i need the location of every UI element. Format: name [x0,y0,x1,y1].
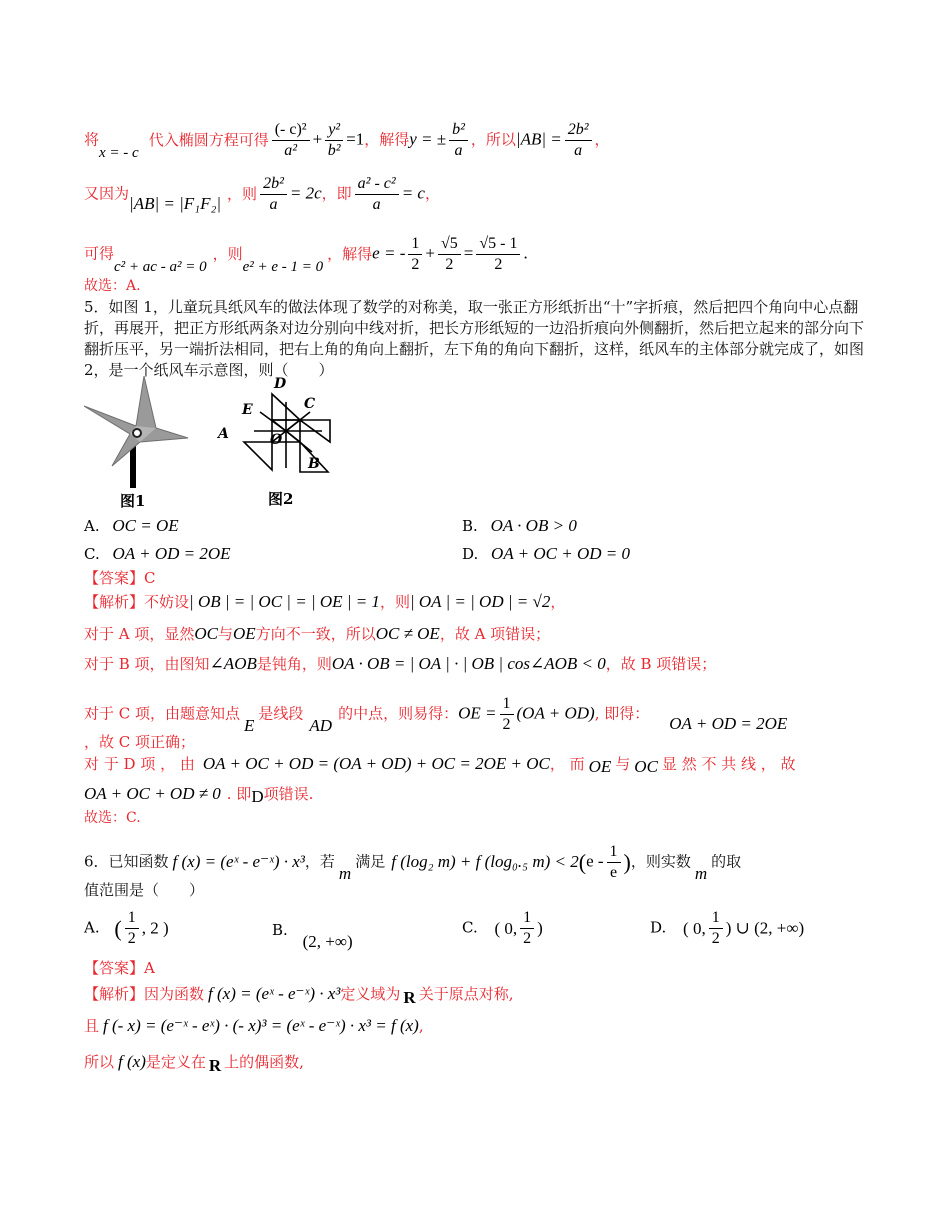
analysis-tag: 【解析】 [84,985,145,1003]
label-a: A [218,426,229,442]
answer-value: A [144,959,155,977]
pinwheel-photo [84,376,194,488]
fraction: $\frac{\text{(- c)²}}{\text{a²}}$ [272,120,310,161]
question-5-stem: 5．如图 1，儿童玩具纸风车的做法体现了数学的对称美，取一张正方形纸折出“十”字折痕，然后把四个角向中心点翻折，再展开，把正方形纸两条对边分别向中线对折，把长方形纸短的一边沿折痕向外侧翻折，然后把立起来的部分向下翻折压平，另一端折法相同，把右上角的角向上翻折，左下角的角向下翻折，这样，纸风车的主体部分就完成了，如图 2，是一个纸风车示意图，则（ ） [84,298,865,379]
label-c: C [304,396,316,412]
fraction: $\frac{1}{2}$ [408,234,422,275]
text: 又因为 [84,184,130,203]
text: 代入椭圆方程可得 [148,130,269,149]
label-e: E [242,402,253,418]
solution-line-1 [84,120,610,161]
math-expr: y = ± [409,129,447,149]
fraction: $\frac{\text{b²}}{a}$ [449,120,468,161]
fraction: $\frac{\text{a² - c²}}{a}$ [355,174,399,215]
math-expr: R [403,988,416,1007]
math-expr: m [694,863,708,883]
math-expr: R [208,1056,222,1075]
math-expr: OC [194,624,218,643]
q6-option-d[interactable]: D. ( 0, $\frac{1}{2}$ ) ∪ (2, +∞) [650,909,805,947]
q5-analysis-line-7: OA + OC + OD ≠ 0 . 即D项错误. [84,784,314,806]
text: 可得 [84,244,115,263]
q6-analysis-line-1: 【解析】因为函数 f (x) = (eˣ - e⁻ˣ) · x³定义域为 R 关于原点对称, [84,984,514,1007]
text: ，则 [212,244,243,263]
fraction: $\frac{1}{2}$ [520,908,534,949]
math-expr: | OA | = | OD | = √2 [409,592,551,611]
q5-analysis-line-4: 对于 C 项，由题意知点E是线段AD的中点，则易得：OE = $\frac{1}{2}$ (OA + OD), 即得： OA + OD = 2OE [84,695,788,735]
answer-value: C [144,569,156,587]
option-expr: OA · OB > 0 [490,516,577,535]
math-expr: = c [401,183,425,203]
text: ，则 [227,184,258,203]
figure-2-caption: 图2 [268,490,294,508]
q5-option-a[interactable] [84,516,179,536]
math-expr: f (x) [118,1052,146,1071]
option-expr: (2, +∞) [302,932,353,951]
math-expr: OA + OC + OD = (OA + OD) + OC = 2OE + OC [202,754,550,773]
math-expr: D [251,787,264,806]
math-op: + [425,243,435,263]
q5-option-d[interactable] [462,544,630,564]
math-expr: OA · OB = | OA | · | OB | cos∠AOB < 0 [331,654,606,673]
text: ，解得 [364,130,410,149]
fraction: $\frac{√5 - 1}{2}$ [476,234,520,275]
q5-analysis-line-6: 对 于 D 项 ， 由 OA + OC + OD = (OA + OD) + OC = 2OE + OC， 而 OE 与 OC 显 然 不 共 线 ， 故 [84,754,796,776]
figure-2 [218,376,360,508]
math-expr: =1 [346,129,365,149]
math-expr: OE = [458,703,497,723]
math-expr: e - [586,851,604,871]
question-6-line-1: 6．已知函数 f (x) = (eˣ - e⁻ˣ) · x³，若m满足 f (log₂ m) + f (log₀.₅ m) < 2(e - $\frac{1}{e}$ )，则实数m的取 [84,843,742,883]
math-expr: AD [309,715,333,735]
pinwheel-diagram [230,382,360,490]
math-expr: x = - c [99,144,139,161]
math-expr: = 2c [289,183,322,203]
answer-tag: 【答案】 [84,569,145,587]
question-6-line-2: 值范围是（ ） [84,881,205,899]
fraction: $\frac{\text{2b²}}{a}$ [565,120,592,161]
fraction: $\frac{\text{y²}}{\text{b²}}$ [325,120,343,161]
figure-1 [84,376,194,510]
q6-answer [84,958,155,978]
math-expr: OC ≠ OE [375,624,440,643]
q6-option-a[interactable]: A. ( $\frac{1}{2}$ , 2 ) [84,909,169,947]
text: ，解得 [327,244,373,263]
math-op: = [463,243,474,263]
q6-analysis-line-2: 且 f (- x) = (e⁻ˣ - eˣ) · (- x)³ = (eˣ - e⁻ˣ) · x³ = f (x), [84,1016,424,1035]
fraction: $\frac{\text{2b²}}{a}$ [260,174,287,215]
text: 将 [84,130,100,149]
math-expr: OA + OC + OD ≠ 0 [84,784,221,803]
math-expr: m [338,863,352,883]
option-label: C. [462,918,478,937]
math-expr: | OB | = | OC | = | OE | = 1 [189,592,380,611]
math-op: + [312,129,323,149]
math-expr: e² + e - 1 = 0 [242,258,324,275]
math-expr: OC [634,757,658,776]
fraction: $\frac{1}{2}$ [500,694,514,735]
math-expr: |AB| = [515,129,562,149]
q6-option-c[interactable]: C. ( 0, $\frac{1}{2}$ ) [462,909,543,947]
q5-answer [84,568,156,588]
fraction: $\frac{√5}{2}$ [438,234,461,275]
text: ，所以 [470,130,516,149]
final-answer: 故选：A. [84,278,141,294]
math-expr: OE [588,757,612,776]
text: ，即 [321,184,352,203]
math-expr: e = - [372,243,406,263]
option-label: A. [84,918,100,937]
math-expr: OA + OD = 2OE [669,713,788,733]
math-expr: E [244,715,255,735]
q5-option-b[interactable] [462,516,577,536]
fraction: $\frac{1}{2}$ [125,908,139,949]
label-b: B [308,456,320,472]
q5-final-answer: 故选：C. [84,810,141,826]
solution-line-3 [84,234,528,275]
q6-analysis-line-3: 所以 f (x)是定义在 R 上的偶函数, [84,1052,304,1075]
option-label: B. [272,921,288,939]
math-expr: f (x) = (eˣ - e⁻ˣ) · x³ [172,851,305,871]
math-expr: c² + ac - a² = 0 [114,258,207,275]
option-expr: OC = OE [112,516,179,535]
option-expr: OA + OC + OD = 0 [491,544,630,563]
q5-option-c[interactable] [84,544,231,564]
text: ， [424,184,440,203]
text: ， [594,130,610,149]
option-expr: OA + OD = 2OE [112,544,231,563]
option-label: D. [650,918,667,937]
math-expr: OE [233,624,256,643]
label-o: O [270,432,283,448]
option-label: D. [462,545,479,563]
q6-option-b[interactable] [272,920,353,951]
q5-analysis-line-3: 对于 B 项，由图知∠AOB是钝角，则OA · OB = | OA | · | OB | cos∠AOB < 0，故 B 项错误； [84,654,717,673]
q5-analysis-line-2: 对于 A 项，显然OC与OE方向不一致，所以OC ≠ OE，故 A 项错误； [84,624,551,643]
math-expr: f (x) = (eˣ - e⁻ˣ) · x³ [208,984,341,1003]
figure-1-caption: 图1 [120,492,146,510]
label-d: D [274,376,287,392]
q5-analysis-line-1: 【解析】不妨设| OB | = | OC | = | OE | = 1，则| OA | = | OD | = √2， [84,592,566,611]
math-expr: ∠AOB [209,654,257,673]
q5-analysis-line-5: ，故 C 项正确； [84,733,196,751]
fraction: $\frac{1}{2}$ [709,908,723,949]
math-expr: f (log₂ m) + f (log₀.₅ m) < 2 [391,851,579,871]
math-expr: f (- x) = (e⁻ˣ - eˣ) · (- x)³ = (eˣ - e⁻ˣ) · x³ = f (x) [103,1016,419,1035]
math-expr: (OA + OD) [516,703,595,723]
fraction: $\frac{1}{e}$ [607,842,621,883]
option-label: A. [84,517,100,535]
math-expr: |AB| = |F₁F₂| [129,193,222,213]
option-label: C. [84,545,100,563]
answer-tag: 【答案】 [84,959,145,977]
solution-line-2 [84,174,440,215]
option-label: B. [462,517,478,535]
math-op: . [523,243,528,263]
analysis-tag: 【解析】 [84,593,145,611]
